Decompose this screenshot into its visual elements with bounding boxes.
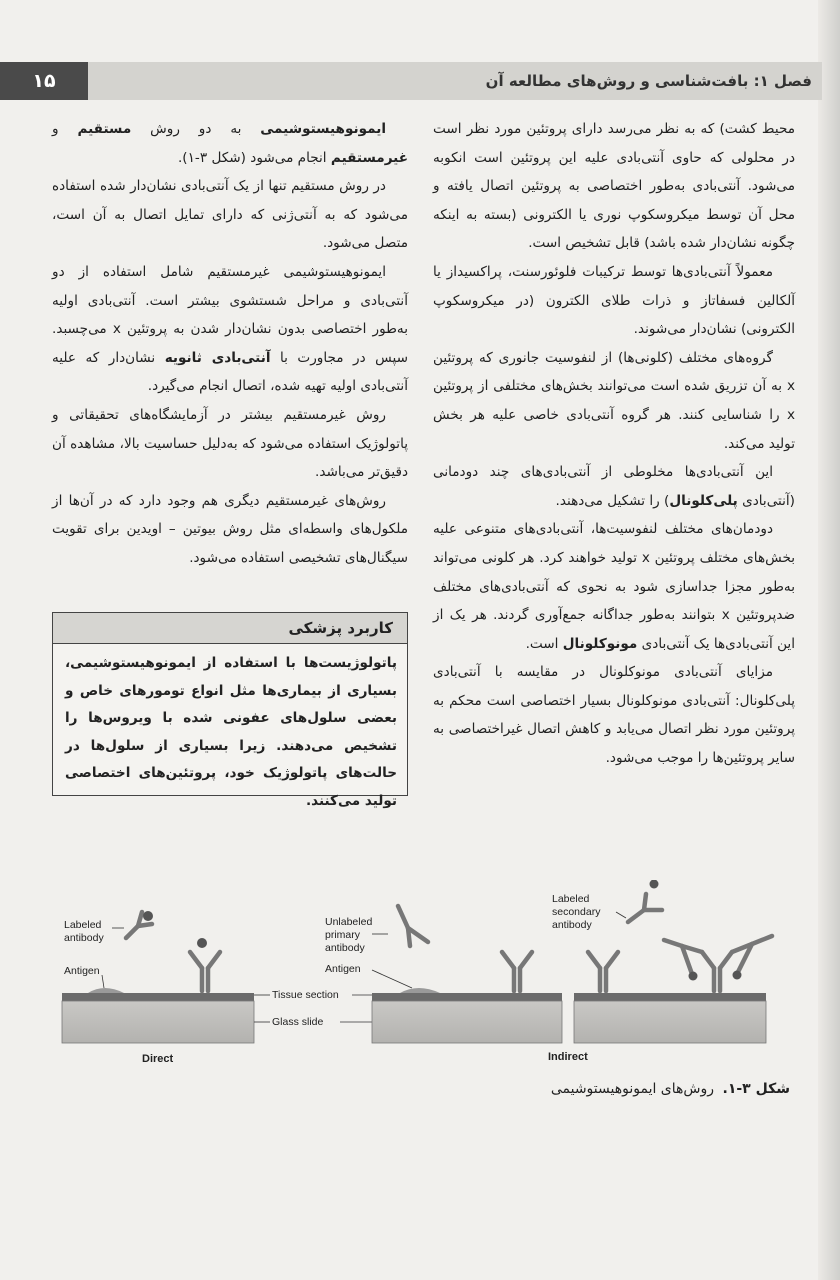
label-dot [689,972,698,981]
paragraph [433,515,795,658]
right-column [433,115,795,773]
immunohistochemistry-figure [52,880,792,1080]
paragraph: روش‌های غیرمستقیم دیگری هم وجود دارد که در آن‌ها از ملکول‌های واسطه‌ای مثل روش بیوتین – اویدین برای تقویت سیگنال‌های تشخیصی استفاده می‌شود. [52,492,408,566]
box-text: پاتولوژیست‌ها با استفاده از ایمونوهیستوشیمی، بسیاری از بیماری‌ها مثل انواع تومورهای خاص و بعضی سلول‌های عفونی شده با ویروس‌ها را تشخیص می‌دهند. زیرا بسیاری از سلول‌ها در حالت‌های پاتولوژیک خود، پروتئین‌های اختصاصی تولید می‌کنند. [65,655,397,809]
antigen-blob [88,988,124,993]
indirect-panel-primary [325,906,562,1043]
leader-line [616,912,626,918]
glass-slide [372,1001,562,1043]
leader-line [102,975,104,988]
label-antigen-mid: Antigen [325,963,361,975]
direct-panel [62,911,254,1065]
label-labeled-antibody-2: antibody [64,932,104,944]
paragraph [433,458,795,515]
page-edge-shadow [818,0,840,1280]
label-direct: Direct [142,1053,174,1065]
caption-text: روش‌های ایمونوهیستوشیمی [550,1081,715,1097]
indirect-panel-secondary [548,880,772,1063]
bound-antibody [190,952,220,991]
label-antigen-left: Antigen [64,965,100,977]
paragraph [52,258,408,401]
text-run: و [52,121,78,137]
label-dot [650,880,659,889]
glass-slide [574,1001,766,1043]
label-dot [197,938,207,948]
figure-diagram [52,880,792,1080]
term-direct: مستقیم [77,121,132,137]
text-run: این آنتی‌بادی‌ها مخلوطی از آنتی‌بادی‌های چند دودمانی (آنتی‌بادی [433,464,795,509]
secondary-antibody-right [732,936,772,972]
paragraph [52,115,408,172]
term-polyclonal: پلی‌کلونال [669,492,738,509]
tissue-section [574,993,766,1001]
paragraph: در روش مستقیم تنها از یک آنتی‌بادی نشان‌دار شده استفاده می‌شود که به آنتی‌ژنی که دارای تمایل اتصال به آن است، متصل می‌شود. [52,178,408,252]
paragraph: محیط کشت) که به نظر می‌رسد دارای پروتئین مورد نظر است در محلولی که حاوی آنتی‌بادی علیه این پروتئین است انکوبه می‌شود. آنتی‌بادی به‌طور اختصاصی به پروتئین اتصال یافته و محل آن توسط میکروسکوپ نوری یا الکترونی (بسته به اینکه چگونه نشان‌دار شده باشد) قابل تشخیص است. [433,121,795,252]
paragraph: مزایای آنتی‌بادی مونوکلونال در مقایسه با آنتی‌بادی پلی‌کلونال: آنتی‌بادی مونوکلونال بسیار اختصاصی است محکم به پروتئین مورد نظر اتصال می‌یابد و کاهش اتصال غیراختصاصی به سایر پروتئین‌ها را موجب می‌شود. [433,664,795,767]
chapter-title: فصل ۱: بافت‌شناسی و روش‌های مطالعه آن [485,72,812,90]
tissue-section [372,993,562,1001]
leader-line [372,970,412,988]
glass-slide [62,1001,254,1043]
label-indirect: Indirect [548,1051,588,1063]
text-run: ایمونوهیستوشیمی غیرمستقیم شامل استفاده از دو آنتی‌بادی و مراحل شستشوی بیشتر است. آنتی‌بادی اولیه به‌طور اختصاصی بدون نشان‌دار شدن به پروتئین x می‌چسبد. سپس در مجاورت با [52,263,408,366]
label-secondary-2: secondary [552,906,601,918]
label-unlabeled-2: primary [325,929,361,941]
paragraph: روش غیرمستقیم بیشتر در آزمایشگاه‌های تحقیقاتی و پاتولوژیک استفاده می‌شود که به‌دلیل حساسیت بالا، مشاهده آن دقیق‌تر می‌باشد. [52,406,408,481]
label-dot [143,911,153,921]
term-monoclonal: مونوکلونال [562,635,638,652]
term-immunohistochemistry: ایمونوهیستوشیمی [260,121,386,137]
label-dot [733,971,742,980]
term-secondary-antibody: آنتی‌بادی ثانویه [164,349,271,366]
label-secondary-3: antibody [552,919,592,931]
label-unlabeled-3: antibody [325,942,365,954]
label-secondary-1: Labeled [552,893,590,905]
text-run: به دو روش [131,121,261,137]
text-run: است. [525,635,563,652]
page-number: ۱۵ [0,62,88,100]
paragraph: معمولاً آنتی‌بادی‌ها توسط ترکیبات فلوئورسنت، پراکسیداز یا آلکالین فسفاتاز و ذرات طلای الکترون (در میکروسکوپ الکترونی) نشان‌دار می‌شوند. [433,263,795,338]
label-unlabeled-1: Unlabeled [325,916,373,928]
box-title: کاربرد پزشکی [53,613,407,644]
primary-antibody-with-secondaries [702,952,732,991]
text-run: انجام می‌شود (شکل ۳-۱). [177,149,331,166]
text-run: دودمان‌های مختلف لنفوسیت‌ها، آنتی‌بادی‌های متنوعی علیه بخش‌های مختلف پروتئین x تولید خواهند کرد. هر کلونی می‌تواند به‌طور مجزا جداسازی شود به نحوی که آنتی‌بادی‌های مختلف ضدپروتئین x بتوانند به‌طور جداگانه جمع‌آوری گردند. هر یک از این آنتی‌بادی‌ها یک آنتی‌بادی [433,521,795,652]
caption-number: شکل ۳-۱. [722,1081,790,1097]
paragraph: گروه‌های مختلف (کلونی‌ها) از لنفوسیت جانوری که پروتئین x به آن تزریق شده است می‌توانند بخش‌های مختلفی از پروتئین x را شناسایی کنند. هر گروه آنتی‌بادی خاصی علیه هر بخش تولید می‌کند. [433,349,795,452]
label-labeled-antibody-1: Labeled [64,919,102,931]
text-run: ) را تشکیل می‌دهند. [555,492,670,509]
text-run: نشان‌دار که علیه آنتی‌بادی اولیه تهیه شده، اتصال انجام می‌گیرد. [52,349,408,395]
clinical-application-box [52,612,408,809]
primary-antibody [588,952,618,991]
tissue-section [62,993,254,1001]
left-column [52,115,408,573]
antigen-blob [400,988,440,993]
bound-primary-antibody [502,952,532,991]
free-primary-antibody [398,906,428,946]
running-header [0,62,822,100]
label-tissue-section: Tissue section [272,989,339,1001]
secondary-antibody-left [664,940,702,974]
free-secondary-antibody [628,894,662,922]
label-glass-slide: Glass slide [272,1016,324,1028]
figure-caption [300,1081,790,1097]
term-indirect: غیرمستقیم [330,149,408,166]
